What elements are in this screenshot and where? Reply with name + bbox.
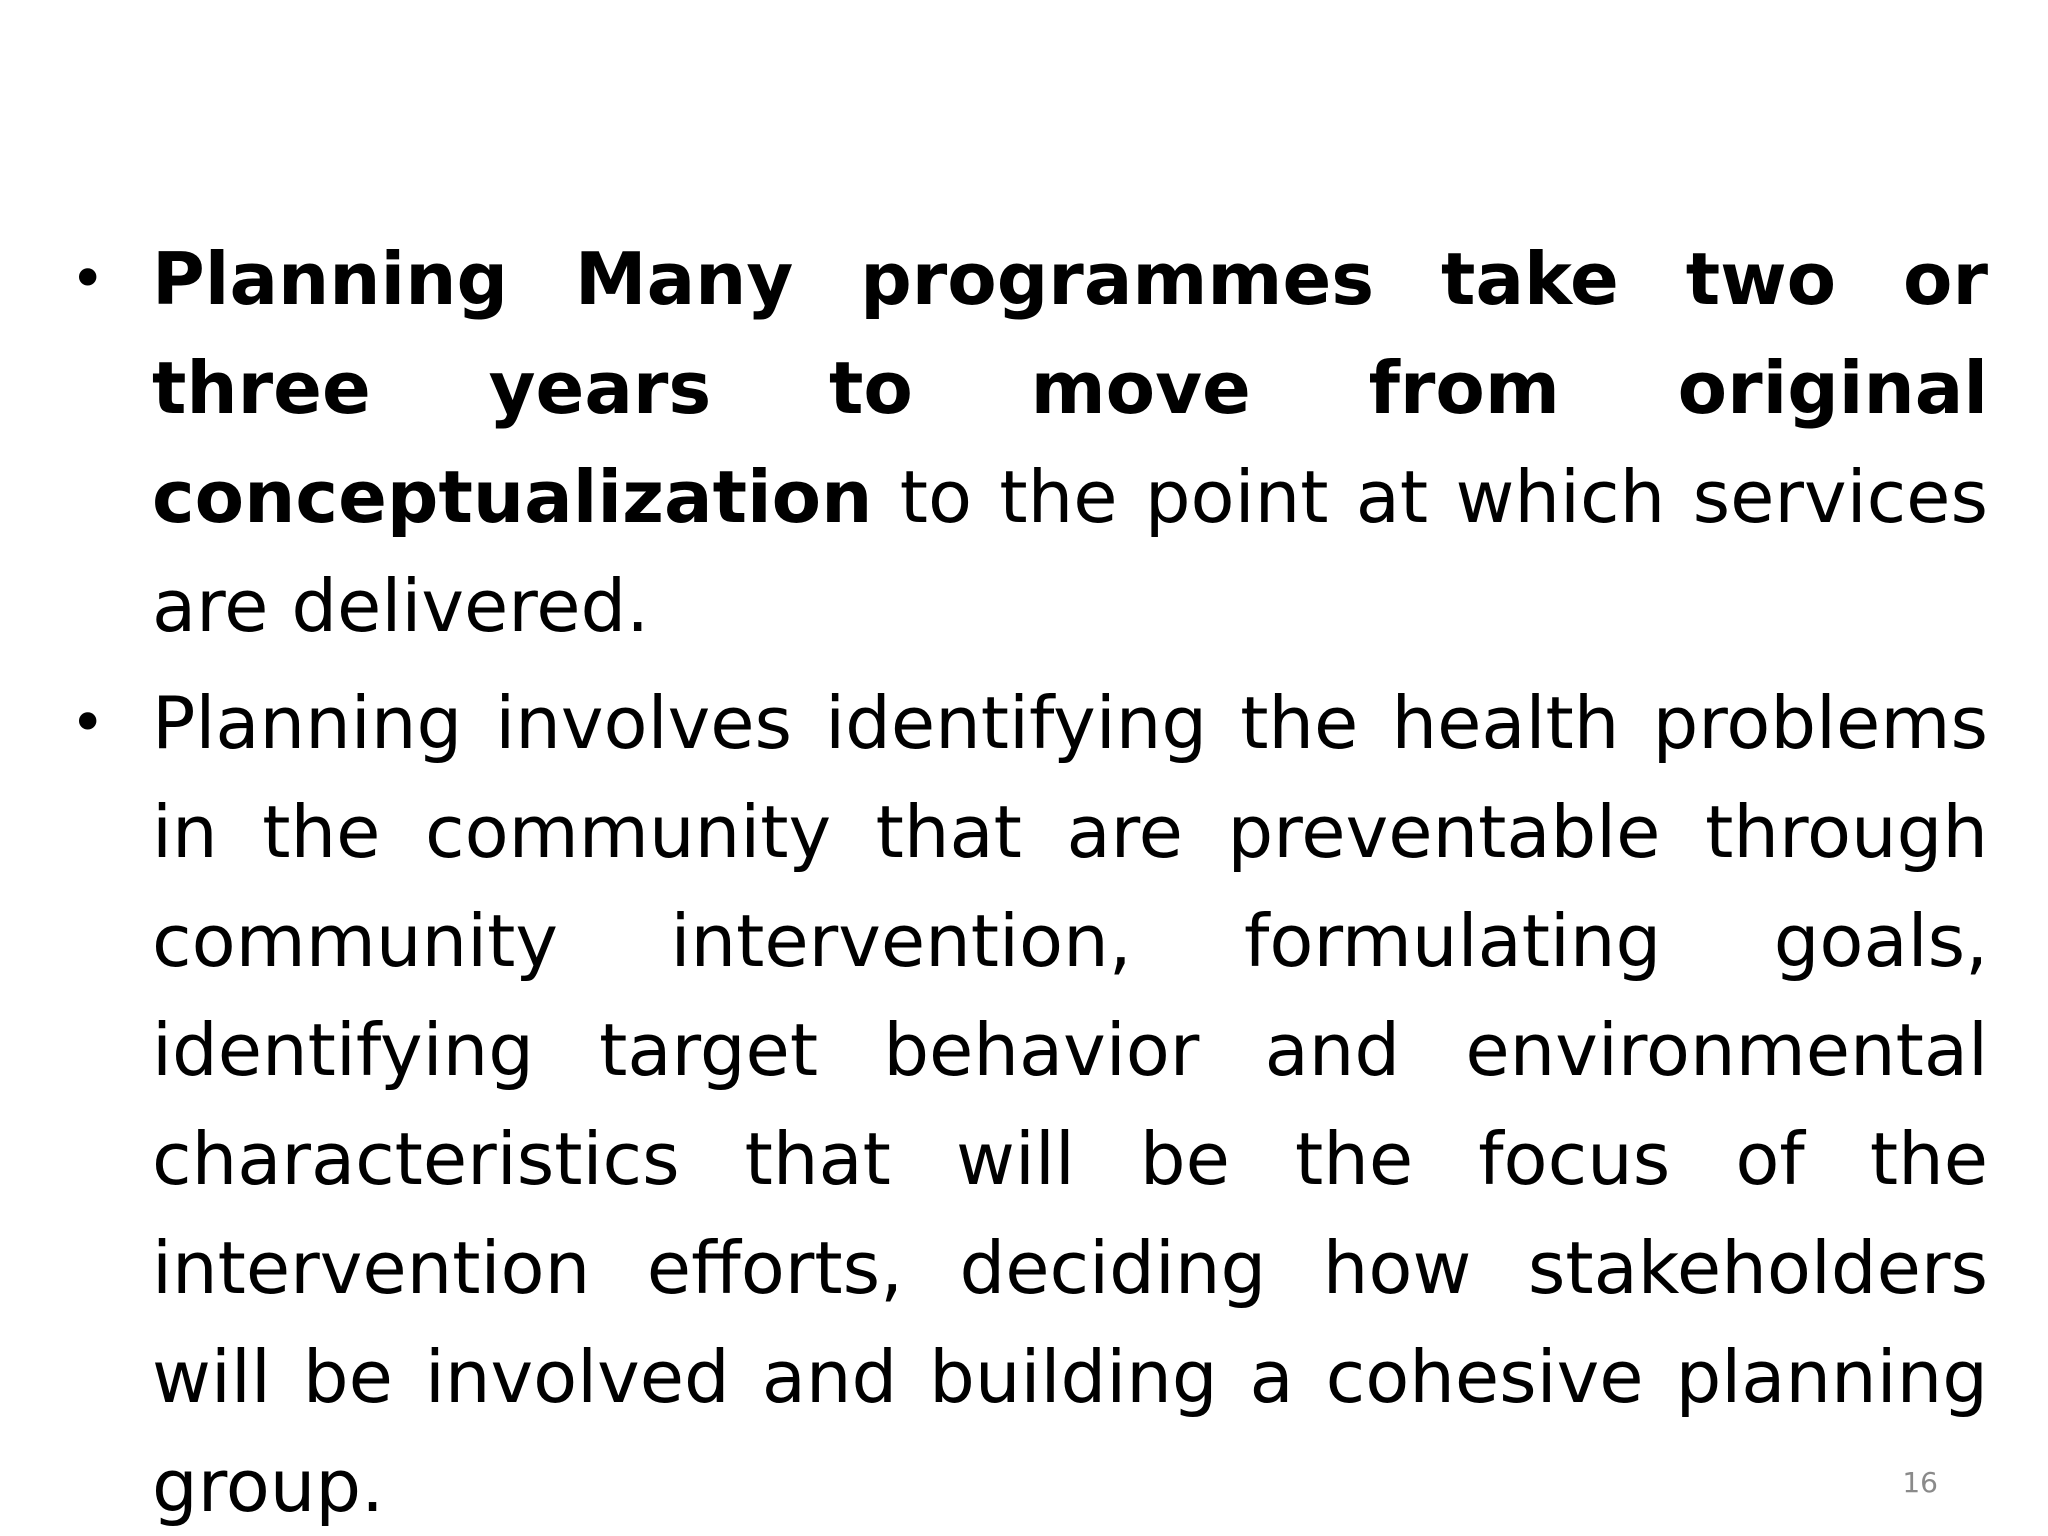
- bullet-bold-text: Planning Many programmes take two or three years to move from original conceptualization: [152, 237, 1988, 539]
- bullet-icon: •: [70, 688, 106, 758]
- page-number: 16: [1902, 1466, 1938, 1499]
- bullet-regular-text: to the point at which services are delivered.: [152, 455, 1988, 648]
- bullet-regular-text: Planning involves identifying the health problems in the community that are preventable through community intervention, formulating goals, identifying target behavior and environmental characteristics that will be the focus of the intervention efforts, deciding how stakeholders will be involved and building a cohesive planning group.: [152, 681, 1988, 1528]
- bullet-item-planning-involves: [70, 669, 1988, 1536]
- bullet-icon: •: [70, 244, 106, 314]
- bullet-list: [70, 225, 1988, 1536]
- bullet-item-planning-timeline: [70, 225, 1988, 661]
